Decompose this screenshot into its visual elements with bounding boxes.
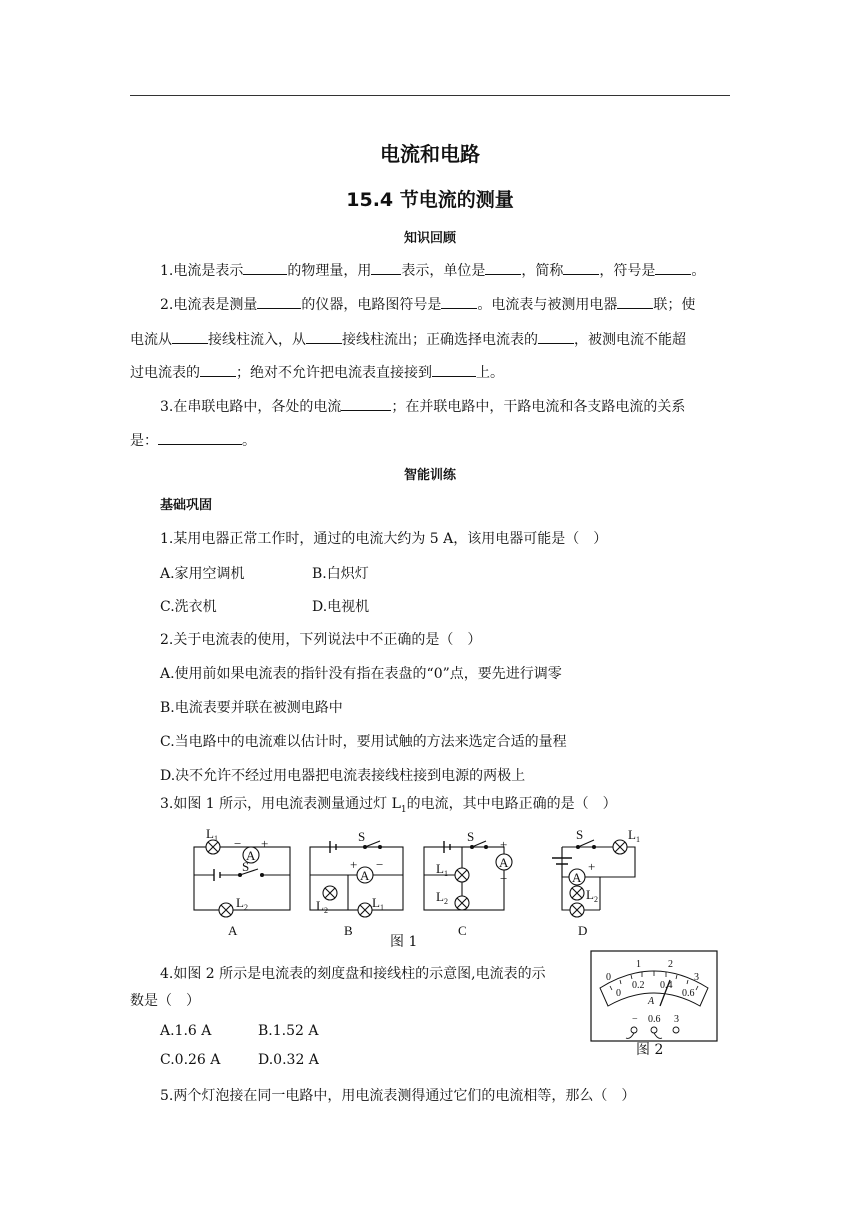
switch-label: S xyxy=(358,829,366,844)
terminal-minus: − xyxy=(234,836,242,851)
question-1-option-d: D.电视机 xyxy=(312,599,370,615)
section-heading-training: 智能训练 xyxy=(403,468,456,483)
lamp-label: $L_2$ xyxy=(236,895,248,912)
terminal-label-0.6: 0.6 xyxy=(648,1014,661,1025)
question-4-option-b: B.1.52 A xyxy=(258,1023,319,1039)
question-5-stem: 5.两个灯泡接在同一电路中，用电流表测得通过它们的电流相等，那么（ ） xyxy=(160,1088,636,1104)
figure-1-circuits xyxy=(180,825,650,950)
ammeter-label: A xyxy=(360,868,370,883)
answer-blank xyxy=(243,260,287,275)
scale-lower-0: 0 xyxy=(616,988,621,999)
page-title: 电流和电路 xyxy=(380,142,480,166)
question-4-stem-line-2: 数是（ ） xyxy=(130,993,200,1009)
lamp-label: $L_1$ xyxy=(372,895,384,912)
subsection-heading-basic: 基础巩固 xyxy=(160,498,213,513)
section-heading-review: 知识回顾 xyxy=(403,231,456,246)
question-4-stem-line-1: 4.如图 2 所示是电流表的刻度盘和接线柱的示意图,电流表的示 xyxy=(160,966,546,982)
terminal-label-minus: − xyxy=(632,1014,638,1025)
switch-label: S xyxy=(576,827,584,842)
terminal-plus: + xyxy=(500,837,508,852)
switch-label: S xyxy=(467,829,475,844)
scale-upper-3: 3 xyxy=(694,972,699,983)
answer-blank xyxy=(655,260,691,275)
scale-upper-1: 1 xyxy=(636,959,641,970)
ammeter-label: A xyxy=(499,855,509,870)
review-question-3-line-1: 3.在串联电路中，各处的电流 ；在并联电路中，干路电流和各支路电流的关系 xyxy=(160,396,685,416)
lamp-label: $L_1$ xyxy=(628,827,640,844)
figure-2-caption: 图 2 xyxy=(636,1042,664,1058)
question-2-option-d: D.决不允许不经过用电器把电流表接线柱接到电源的两极上 xyxy=(160,768,526,784)
terminal-label-3: 3 xyxy=(674,1014,679,1025)
question-2-option-c: C.当电路中的电流难以估计时，要用试触的方法来选定合适的量程 xyxy=(160,734,567,750)
lamp-label: $L_1$ xyxy=(206,826,218,843)
terminal-minus: − xyxy=(500,871,508,886)
question-2-stem: 2.关于电流表的使用，下列说法中不正确的是（ ） xyxy=(160,632,482,648)
scale-lower-3: 0.6 xyxy=(682,988,695,999)
ammeter-label: A xyxy=(246,848,256,863)
question-1-option-a: A.家用空调机 xyxy=(160,566,245,582)
terminal-plus: + xyxy=(350,857,358,872)
header-rule xyxy=(130,95,730,96)
circuit-label: D xyxy=(578,923,588,938)
question-1-stem: 1.某用电器正常工作时，通过的电流大约为 5 A，该用电器可能是（ ） xyxy=(160,531,608,547)
lamp-label: $L_1$ xyxy=(436,861,448,878)
answer-blank xyxy=(617,294,653,309)
scale-upper-2: 2 xyxy=(668,959,673,970)
answer-blank xyxy=(538,329,574,344)
review-question-1: 1.电流是表示 的物理量，用 表示，单位是 ，简称 ，符号是 。 xyxy=(160,260,705,280)
lamp-label: $L_2$ xyxy=(586,887,598,904)
answer-blank xyxy=(172,329,208,344)
scale-lower-1: 0.2 xyxy=(632,980,645,991)
unit-label: A xyxy=(648,996,655,1007)
switch-label: S xyxy=(242,859,250,874)
answer-blank xyxy=(371,260,401,275)
answer-blank xyxy=(485,260,521,275)
lamp-label: $L_2$ xyxy=(436,889,448,906)
review-question-2-line-1: 2.电流表是测量 的仪器，电路图符号是 。电流表与被测用电器 联；使 xyxy=(160,294,695,314)
question-4-option-a: A.1.6 A xyxy=(160,1023,212,1039)
answer-blank xyxy=(158,430,242,445)
scale-upper-0: 0 xyxy=(606,972,611,983)
question-4-option-c: C.0.26 A xyxy=(160,1052,221,1068)
question-3-stem: 3.如图 1 所示，用电流表测量通过灯 $L_1$的电流，其中电路正确的是（ ） xyxy=(160,796,617,815)
answer-blank xyxy=(306,329,342,344)
answer-blank xyxy=(341,396,391,411)
question-2-option-a: A.使用前如果电流表的指针没有指在表盘的“0”点，要先进行调零 xyxy=(160,666,562,682)
answer-blank xyxy=(200,362,236,377)
review-question-2-line-3: 过电流表的 ；绝对不允许把电流表直接接到 上。 xyxy=(130,362,504,382)
scale-lower-2: 0.4 xyxy=(660,980,673,991)
figure-1-caption: 图 1 xyxy=(390,934,418,950)
circuit-label: B xyxy=(344,923,353,938)
page-subtitle: 15.4 节电流的测量 xyxy=(346,189,514,211)
answer-blank xyxy=(563,260,599,275)
terminal-plus: + xyxy=(588,859,596,874)
circuit-d xyxy=(552,840,635,917)
terminal-minus: − xyxy=(376,857,384,872)
review-question-3-line-2: 是： 。 xyxy=(130,430,256,450)
circuit-label: C xyxy=(458,923,467,938)
answer-blank xyxy=(257,294,301,309)
ammeter-label: A xyxy=(572,870,582,885)
figure-2-ammeter-dial xyxy=(590,950,718,1042)
question-1-option-c: C.洗衣机 xyxy=(160,599,217,615)
answer-blank xyxy=(432,362,476,377)
question-1-option-b: B.白炽灯 xyxy=(312,566,369,582)
answer-blank xyxy=(441,294,477,309)
terminal-plus: + xyxy=(261,836,269,851)
question-2-option-b: B.电流表要并联在被测电路中 xyxy=(160,700,343,716)
lamp-label: $L_2$ xyxy=(316,898,328,915)
question-4-option-d: D.0.32 A xyxy=(258,1052,319,1068)
review-question-2-line-2: 电流从 接线柱流入，从 接线柱流出；正确选择电流表的 ，被测电流不能超 xyxy=(130,329,686,349)
circuit-label: A xyxy=(228,923,238,938)
